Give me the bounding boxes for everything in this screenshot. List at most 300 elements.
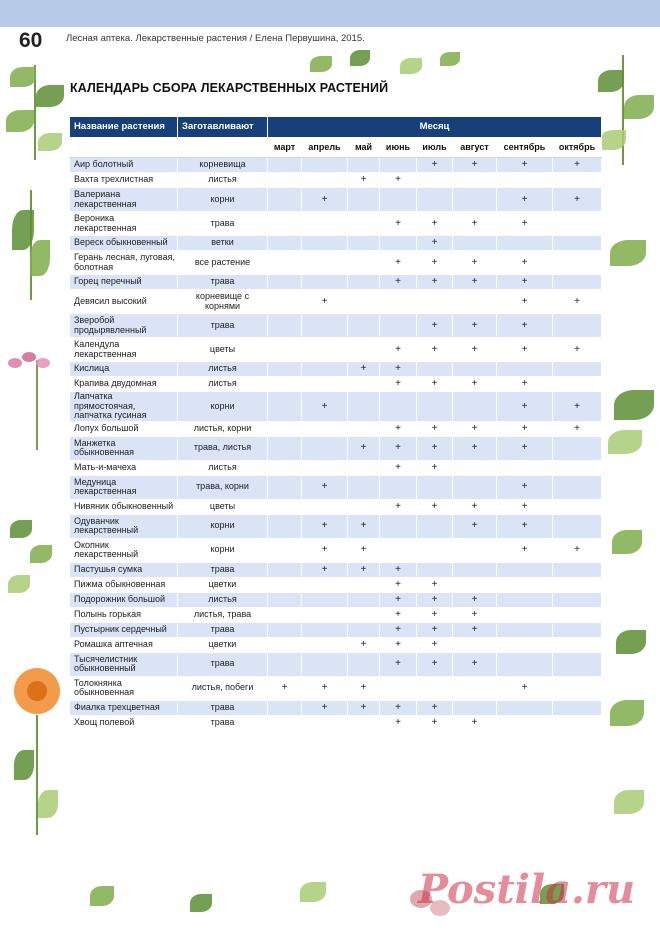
table-row [70,392,602,422]
month-cell [497,652,553,676]
month-cell [348,275,380,290]
month-header: октябрь [553,138,602,158]
month-cell: + [348,436,380,460]
month-cell [453,700,497,715]
harvested-part: трава [178,212,268,236]
month-cell [453,173,497,188]
month-cell [497,700,553,715]
harvested-part: листья, корни [178,421,268,436]
month-cell [268,514,302,538]
month-cell: + [553,188,602,212]
month-cell [553,362,602,377]
month-cell [380,538,417,562]
month-cell [380,236,417,251]
month-cell: + [302,562,348,577]
month-cell [417,475,453,499]
month-cell: + [380,377,417,392]
month-cell [497,460,553,475]
month-cell [302,622,348,637]
month-cell [553,622,602,637]
month-cell: + [302,290,348,314]
plant-name: Ромашка аптечная [70,637,178,652]
month-cell [348,338,380,362]
month-cell: + [380,577,417,592]
top-color-band [0,0,660,27]
plant-name: Вероника лекарственная [70,212,178,236]
month-cell [268,715,302,730]
month-cell: + [417,637,453,652]
harvested-part: трава [178,715,268,730]
month-cell [497,607,553,622]
month-cell [268,436,302,460]
month-cell [417,173,453,188]
month-cell [268,236,302,251]
month-cell: + [417,251,453,275]
table-row [70,622,602,637]
month-cell: + [380,436,417,460]
month-cell [497,637,553,652]
month-cell: + [497,212,553,236]
month-cell [348,377,380,392]
month-cell [553,499,602,514]
month-cell [453,562,497,577]
month-cell [453,676,497,700]
month-cell [553,236,602,251]
month-cell [380,290,417,314]
month-cell: + [380,637,417,652]
month-cell [348,607,380,622]
month-cell [268,158,302,173]
harvested-part: цветки [178,637,268,652]
month-header: апрель [302,138,348,158]
table-row [70,421,602,436]
month-cell: + [417,499,453,514]
month-header: июль [417,138,453,158]
harvested-part: листья [178,460,268,475]
month-cell: + [302,514,348,538]
harvested-part: цветы [178,338,268,362]
month-cell: + [553,392,602,422]
month-cell [268,275,302,290]
plant-name: Толокнянка обыкновенная [70,676,178,700]
month-cell [348,290,380,314]
month-cell [553,514,602,538]
month-cell: + [453,514,497,538]
month-cell: + [417,436,453,460]
month-cell [417,290,453,314]
month-cell: + [453,592,497,607]
plant-name: Нивяник обыкновенный [70,499,178,514]
month-cell [302,236,348,251]
harvested-part: корни [178,514,268,538]
month-cell [553,700,602,715]
month-cell: + [380,275,417,290]
month-cell: + [497,377,553,392]
plant-name: Лопух большой [70,421,178,436]
month-cell [553,637,602,652]
month-cell: + [497,421,553,436]
harvested-part: корневища [178,158,268,173]
harvested-part: трава [178,562,268,577]
month-cell [268,607,302,622]
column-header-name: Название растения [70,117,178,138]
month-cell [453,362,497,377]
month-cell [302,460,348,475]
month-cell: + [348,362,380,377]
page-number: 60 [19,29,43,52]
month-cell [348,188,380,212]
plant-name: Манжетка обыкновенная [70,436,178,460]
month-cell [380,475,417,499]
month-cell [348,251,380,275]
month-cell: + [380,700,417,715]
table-row [70,499,602,514]
month-cell: + [417,212,453,236]
month-cell [497,622,553,637]
month-cell [553,377,602,392]
month-cell: + [417,377,453,392]
plant-right-column-illustration [600,200,660,920]
month-cell [348,236,380,251]
month-cell: + [553,158,602,173]
month-cell: + [497,475,553,499]
month-cell: + [380,460,417,475]
month-cell: + [302,700,348,715]
month-cell: + [417,652,453,676]
month-cell: + [453,377,497,392]
table-row [70,652,602,676]
month-cell: + [348,173,380,188]
month-cell [348,212,380,236]
month-cell [302,275,348,290]
table-row [70,460,602,475]
table-row [70,188,602,212]
month-cell [268,421,302,436]
column-header-part: Заготавливают [178,117,268,138]
month-cell [268,475,302,499]
month-cell: + [348,514,380,538]
month-cell: + [553,290,602,314]
month-cell [302,607,348,622]
month-cell [453,392,497,422]
month-cell [380,514,417,538]
plant-name: Пастушья сумка [70,562,178,577]
month-cell [453,290,497,314]
table-row [70,290,602,314]
month-cell: + [302,188,348,212]
month-cell [553,460,602,475]
month-cell [302,212,348,236]
month-cell: + [453,652,497,676]
harvested-part: трава, корни [178,475,268,499]
month-cell [348,577,380,592]
month-cell [268,251,302,275]
month-cell [553,676,602,700]
harvested-part: листья [178,362,268,377]
month-cell [348,392,380,422]
month-cell [553,715,602,730]
month-header-spacer [178,138,268,158]
month-cell [453,475,497,499]
plant-name: Полынь горькая [70,607,178,622]
month-cell [553,652,602,676]
month-cell: + [497,158,553,173]
month-header: август [453,138,497,158]
harvested-part: корни [178,392,268,422]
month-cell: + [380,362,417,377]
month-cell: + [453,314,497,338]
harvested-part: ветки [178,236,268,251]
plant-name: Мать-и-мачеха [70,460,178,475]
month-header: июнь [380,138,417,158]
month-cell [380,158,417,173]
month-cell: + [348,562,380,577]
month-cell [268,637,302,652]
plant-top-left-illustration [0,55,70,165]
month-cell: + [417,715,453,730]
plant-name: Пустырник сердечный [70,622,178,637]
month-cell [380,392,417,422]
month-cell: + [453,338,497,362]
month-cell: + [553,421,602,436]
month-cell: + [453,499,497,514]
month-cell [302,637,348,652]
month-cell [417,392,453,422]
month-cell [348,715,380,730]
watermark: Postila.ru [418,866,636,913]
month-cell [380,676,417,700]
month-cell: + [348,637,380,652]
month-cell [417,362,453,377]
month-header: март [268,138,302,158]
month-cell [553,173,602,188]
harvested-part: трава [178,275,268,290]
month-cell [348,421,380,436]
month-cell: + [417,275,453,290]
table-row [70,592,602,607]
month-cell [453,577,497,592]
plant-name: Крапива двудомная [70,377,178,392]
month-cell [380,188,417,212]
month-cell: + [497,275,553,290]
plant-name: Тысячелистник обыкновенный [70,652,178,676]
table-row [70,715,602,730]
month-cell: + [497,514,553,538]
harvested-part: трава [178,652,268,676]
table-row [70,158,602,173]
month-cell [497,715,553,730]
month-cell [268,188,302,212]
month-cell [268,392,302,422]
plant-name: Окопник лекарственный [70,538,178,562]
harvested-part: листья [178,592,268,607]
month-cell [417,538,453,562]
month-cell: + [417,460,453,475]
month-cell [417,676,453,700]
month-cell [268,538,302,562]
month-cell [497,173,553,188]
plant-name: Хвощ полевой [70,715,178,730]
month-cell [348,475,380,499]
month-cell [268,622,302,637]
month-cell [268,700,302,715]
month-cell: + [380,499,417,514]
month-cell [348,622,380,637]
month-cell: + [380,212,417,236]
month-cell [553,251,602,275]
harvested-part: листья [178,173,268,188]
table-row [70,212,602,236]
month-cell: + [348,700,380,715]
month-cell [553,562,602,577]
month-cell [268,377,302,392]
month-cell [302,314,348,338]
month-cell [268,460,302,475]
month-cell [417,188,453,212]
plant-name: Подорожник большой [70,592,178,607]
month-cell: + [453,715,497,730]
month-cell: + [497,314,553,338]
table-row [70,562,602,577]
plant-name: Вахта трехлистная [70,173,178,188]
month-cell: + [380,562,417,577]
month-cell: + [453,275,497,290]
harvested-part: листья, трава [178,607,268,622]
plant-name: Девясил высокий [70,290,178,314]
table-row [70,475,602,499]
month-cell [453,460,497,475]
plant-name: Аир болотный [70,158,178,173]
plant-name: Зверобой продырявленный [70,314,178,338]
month-cell [268,212,302,236]
harvested-part: цветы [178,499,268,514]
plant-name: Лапчатка прямостоячая, лапчатка гусиная [70,392,178,422]
table-row [70,362,602,377]
month-header: май [348,138,380,158]
month-cell [348,592,380,607]
month-cell: + [453,158,497,173]
month-cell: + [497,538,553,562]
plant-name: Вереск обыкновенный [70,236,178,251]
month-cell [553,436,602,460]
month-cell: + [497,338,553,362]
month-cell [497,577,553,592]
month-cell [302,715,348,730]
page-title: КАЛЕНДАРЬ СБОРА ЛЕКАРСТВЕННЫХ РАСТЕНИЙ [70,81,389,95]
month-cell [553,275,602,290]
month-cell [497,562,553,577]
plant-name: Кислица [70,362,178,377]
plant-name: Валериана лекарственная [70,188,178,212]
month-cell [302,436,348,460]
month-cell [302,173,348,188]
plant-left-column-illustration [0,190,66,910]
month-cell: + [453,436,497,460]
month-cell: + [348,676,380,700]
month-cell: + [380,173,417,188]
month-cell [453,637,497,652]
month-cell: + [497,188,553,212]
month-cell: + [553,538,602,562]
month-cell [302,362,348,377]
harvest-calendar-table [69,116,602,731]
harvested-part: листья, побеги [178,676,268,700]
month-cell: + [302,676,348,700]
table-row [70,607,602,622]
month-cell: + [417,607,453,622]
month-cell [268,314,302,338]
month-cell: + [417,577,453,592]
month-cell: + [553,338,602,362]
month-cell: + [417,421,453,436]
month-cell [553,314,602,338]
month-cell [553,475,602,499]
month-cell [417,514,453,538]
plant-name: Медуница лекарственная [70,475,178,499]
harvested-part: корни [178,538,268,562]
month-cell [348,314,380,338]
harvested-part: все растение [178,251,268,275]
table-row [70,577,602,592]
month-cell [268,499,302,514]
month-cell: + [497,392,553,422]
month-cell [453,538,497,562]
month-cell [453,188,497,212]
month-cell [348,499,380,514]
month-cell [268,562,302,577]
month-cell: + [453,421,497,436]
month-cell [348,158,380,173]
month-cell: + [417,700,453,715]
month-cell [268,592,302,607]
month-cell [268,290,302,314]
month-header: сентябрь [497,138,553,158]
month-cell [497,236,553,251]
month-cell [268,173,302,188]
plant-name: Фиалка трехцветная [70,700,178,715]
month-cell [497,362,553,377]
table-row [70,514,602,538]
month-cell: + [453,251,497,275]
month-cell [268,577,302,592]
month-cell: + [302,392,348,422]
harvested-part: трава [178,622,268,637]
month-cell: + [453,622,497,637]
month-cell: + [417,158,453,173]
month-cell: + [302,538,348,562]
plant-name: Одуванчик лекарственный [70,514,178,538]
table-row [70,676,602,700]
table-row [70,236,602,251]
month-cell [302,652,348,676]
month-cell: + [380,251,417,275]
table-row [70,700,602,715]
month-cell: + [497,499,553,514]
month-cell [453,236,497,251]
month-cell: + [380,607,417,622]
harvested-part: корневище с корнями [178,290,268,314]
plant-name: Календула лекарственная [70,338,178,362]
plant-name: Горец перечный [70,275,178,290]
harvested-part: цветки [178,577,268,592]
month-cell [348,652,380,676]
month-cell: + [380,652,417,676]
month-cell: + [302,475,348,499]
month-cell: + [497,290,553,314]
month-cell [268,652,302,676]
month-cell: + [380,338,417,362]
month-cell: + [380,715,417,730]
